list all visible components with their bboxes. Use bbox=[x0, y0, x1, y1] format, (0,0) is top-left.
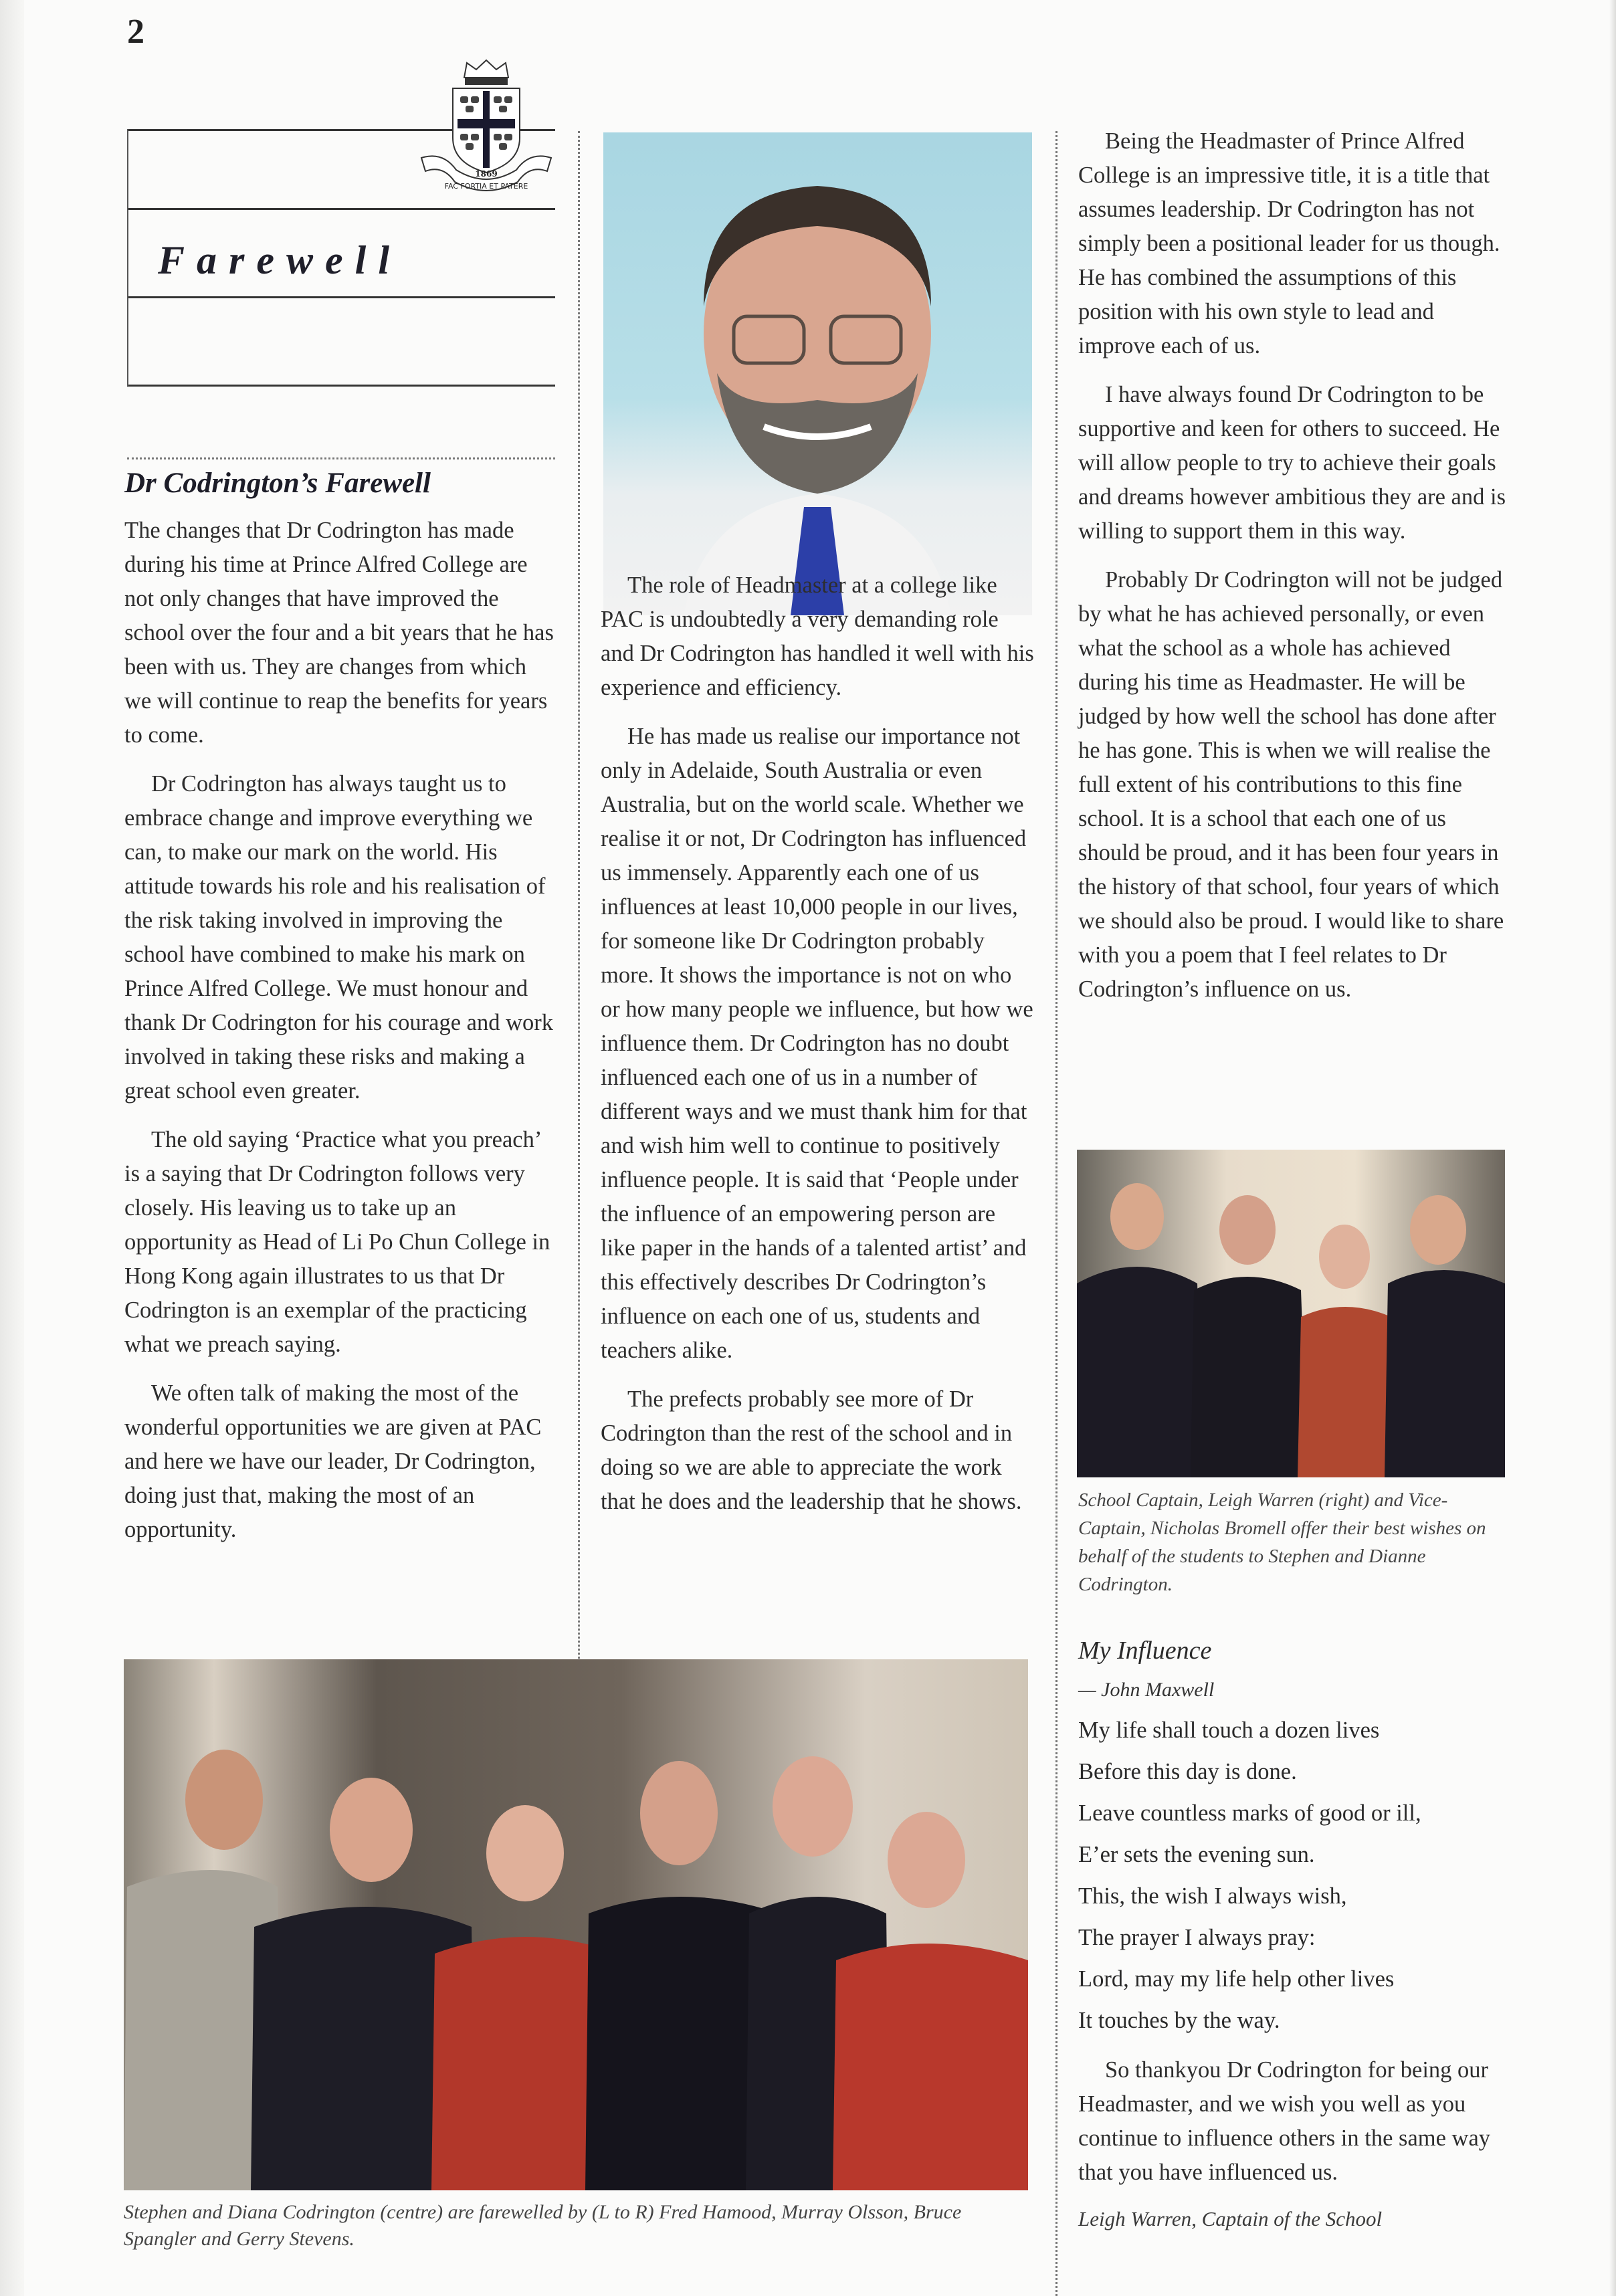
captains-photo-caption: School Captain, Leigh Warren (right) and Vice-Captain, Nicholas Bromell offer their best wishes on behalf of the students to Stephen and Dianne Codrington. bbox=[1078, 1489, 1486, 1595]
page-edge-shadow bbox=[0, 0, 24, 2296]
page-edge-shadow-right bbox=[1609, 0, 1616, 2296]
poem-line: Leave countless marks of good or ill, bbox=[1078, 1800, 1421, 1826]
poem-author: — John Maxwell bbox=[1078, 1679, 1215, 1701]
crest-motto: FAC FORTIA ET PATERE bbox=[444, 182, 528, 191]
paragraph: The role of Headmaster at a college like PAC is undoubtedly a very demanding role and Dr Codrington has handled it well with his experience and efficiency. bbox=[601, 572, 1034, 700]
paragraph: We often talk of making the most of the wonderful opportunities we are given at PAC and here we have our leader, Dr Codrington, doing just that, making the most of an opportunity. bbox=[124, 1380, 542, 1542]
poem-line: It touches by the way. bbox=[1078, 2008, 1280, 2033]
headmaster-portrait-photo bbox=[603, 132, 1032, 615]
crest-year: 1869 bbox=[475, 169, 498, 179]
paragraph: The old saying ‘Practice what you preach’ is a saying that Dr Codrington follows very closely. His leaving us to take up an opportunity as Head of Li Po Chun College in Hong Kong again illustrates to us that Dr Codrington is an exemplar of the practicing what we preach saying. bbox=[124, 1127, 550, 1357]
article-heading: Dr Codrington’s Farewell bbox=[124, 467, 431, 499]
poem-line: Before this day is done. bbox=[1078, 1759, 1297, 1784]
column-divider bbox=[1055, 131, 1057, 2296]
poem-line: My life shall touch a dozen lives bbox=[1078, 1717, 1380, 1743]
paragraph: The prefects probably see more of Dr Codrington than the rest of the school and in doing so we are able to appreciate the work that he does and the leadership that he shows. bbox=[601, 1386, 1022, 1514]
page-number: 2 bbox=[127, 13, 144, 51]
header-border bbox=[127, 129, 128, 386]
poem-line: Lord, may my life help other lives bbox=[1078, 1966, 1395, 1992]
paragraph: Being the Headmaster of Prince Alfred College is an impressive title, it is a title that assumes leadership. Dr Codrington has not simply been a positional leader for us though. He has combined the assumptions of this position with his own style to lead and improve each of us. bbox=[1078, 128, 1500, 358]
header-rule bbox=[127, 208, 555, 210]
poem-title: My Influence bbox=[1078, 1637, 1212, 1665]
header-rule bbox=[127, 296, 555, 298]
column-divider bbox=[578, 131, 580, 1659]
paragraph: I have always found Dr Codrington to be supportive and keen for others to succeed. He will allow people to try to achieve their goals and dreams however ambitious they are and is willing to support them in this way. bbox=[1078, 382, 1506, 544]
middle-column bbox=[601, 568, 1035, 1534]
section-title: Farewell bbox=[158, 238, 401, 282]
right-column bbox=[1078, 124, 1513, 1021]
paragraph: He has made us realise our importance not only in Adelaide, South Australia or even Australia, but on the world scale. Whether we realise it or not, Dr Codrington has influenced us immensely. Apparently each one of us influences at least 10,000 people in our lives, for someone like Dr Codrington probably more. It shows the importance is not on who or how many people we influence, but how we influence them. Dr Codrington has no doubt influenced each one of us in a number of different ways and we must thank him for that and wish him well to continue to positively influence people. It is said that ‘People under the influence of an empowering person are like paper in the hands of a talented artist’ and this effectively describes Dr Codrington’s influence on each one of us, students and teachers alike. bbox=[601, 724, 1033, 1363]
author-signature: Leigh Warren, Captain of the School bbox=[1078, 2207, 1383, 2230]
poem-line: The prayer I always pray: bbox=[1078, 1925, 1316, 1950]
paragraph: Dr Codrington has always taught us to embrace change and improve everything we can, to make our mark on the world. His attitude towards his role and his realisation of the risk taking involved in improving the school have combined to make his mark on Prince Alfred College. We must honour and thank Dr Codrington for his courage and work involved in taking these risks and making a great school even greater. bbox=[124, 771, 553, 1104]
farewell-group-photo bbox=[124, 1659, 1028, 2190]
school-crest-icon bbox=[416, 58, 557, 198]
left-column bbox=[124, 514, 558, 1562]
closing-paragraph: So thankyou Dr Codrington for being our Headmaster, and we wish you well as you continue to influence others in the same way that you have influenced us. bbox=[1078, 2057, 1491, 2185]
poem-line: E’er sets the evening sun. bbox=[1078, 1842, 1315, 1867]
captains-photo bbox=[1077, 1150, 1505, 1477]
group-photo-caption: Stephen and Diana Codrington (centre) are farewelled by (L to R) Fred Hamood, Murray Olsson, Bruce Spangler and Gerry Stevens. bbox=[124, 2201, 962, 2250]
poem-line: This, the wish I always wish, bbox=[1078, 1883, 1347, 1909]
header-rule bbox=[127, 385, 555, 387]
paragraph: Probably Dr Codrington will not be judged by what he has achieved personally, or even what the school as a whole has achieved during his time as Headmaster. He will be judged by how well the school has done after he has gone. This is when we will realise the full extent of his contributions to this fine school. It is a school that each one of us should be proud, and it has been four years in the history of that school, four years of which we should also be proud. I would like to share with you a poem that I feel relates to Dr Codrington’s influence on us. bbox=[1078, 567, 1504, 1002]
paragraph: The changes that Dr Codrington has made during his time at Prince Alfred College are not only changes that have improved the school over the four and a bit years that he has been with us. They are changes from which we will continue to reap the benefits for years to come. bbox=[124, 518, 554, 748]
closing-paragraph-block bbox=[1078, 2053, 1513, 2204]
section-divider bbox=[127, 457, 555, 459]
